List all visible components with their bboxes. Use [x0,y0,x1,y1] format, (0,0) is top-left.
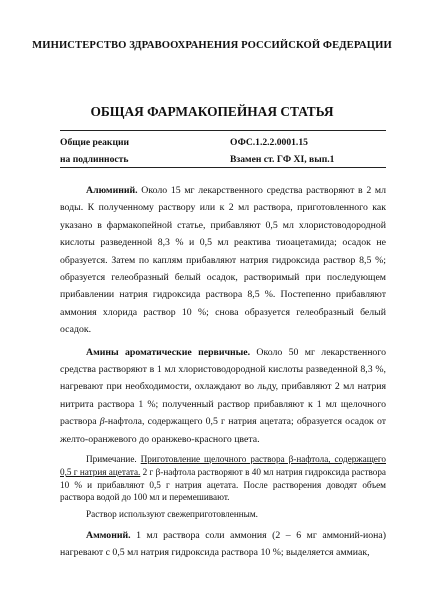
amines-text-2: -нафтола, содержащего 0,5 г натрия ацетата; образуется осадок от желто-оранжевого до оранжево-красного цвета. [60,416,386,445]
beta-symbol: β [99,416,105,428]
paragraph-note [60,453,386,504]
paragraph-aluminium [60,182,386,339]
ammonium-text: 1 мл раствора соли аммония (2 – 6 мг аммоний-иона) нагревают с 0,5 мл натрия гидроксида раствора 10 %; выделяется аммиак, [60,530,386,559]
monograph-code-block [230,134,334,168]
monograph-title-line1: Общие реакции [60,137,130,148]
term-amines: Амины ароматические первичные. [86,346,251,358]
bottom-divider [60,167,386,168]
note-label: Примечание. [86,454,137,465]
amines-text-1: Около 50 мг лекарственного средства растворяют в 1 мл хлористоводородной кислоты разведенной 8,3 %, нагревают при необходимости, охлаждают во льду, прибавляют 2 мл натрия нитрита раствора 1 %; полученный раствор прибавляют к 1 мл щелочного раствора [60,346,387,428]
article-type-title: ОБЩАЯ ФАРМАКОПЕЙНАЯ СТАТЬЯ [90,104,334,119]
aluminium-text: Около 15 мг лекарственного средства растворяют в 2 мл воды. К полученному раствору или к 2 мл раствора, приготовленного как указано в фармакопейной статье, прибавляют 0,5 мл хлористоводородной кислоты разведенной 8,3 % и 0,5 мл реактива тиоацетамида; осадок не образуется. Затем по каплям прибавляют натрия гидроксида раствор 8,5 %; образуется гелеобразный белый осадок, растворимый при последующем прибавлении натрия гидроксида раствора 8,5 %. Постепенно прибавляют аммония хлорида раствор 10 %; снова образуется гелеобразный белый осадок. [60,185,386,336]
ministry-header: МИНИСТЕРСТВО ЗДРАВООХРАНЕНИЯ РОССИЙСКОЙ ФЕДЕРАЦИИ [32,40,392,51]
paragraph-usage: Раствор используют свежеприготовленным. [86,509,258,520]
replaces-note: Взамен ст. ГФ XI, вып.1 [230,154,335,165]
paragraph-ammonium [60,527,386,562]
document-body [60,182,386,567]
paragraph-amines [60,344,386,448]
term-ammonium: Аммоний. [86,530,131,542]
monograph-title-line2: на подлинность [60,154,129,165]
monograph-code: ОФС.1.2.2.0001.15 [230,137,308,148]
term-aluminium: Алюминий. [86,185,138,196]
monograph-title-block [60,134,129,168]
note-underlined: Приготовление щелочного раствора β-нафтола, содержащего 0,5 г натрия ацетата. [60,454,387,477]
top-divider [60,130,386,131]
note-text: 2 г β-нафтола растворяют в 40 мл натрия гидроксида раствора 10 % и прибавляют 0,5 г натрия ацетата. После растворения доводят объем раствора водой до 100 мл и перемешивают. [60,466,386,503]
